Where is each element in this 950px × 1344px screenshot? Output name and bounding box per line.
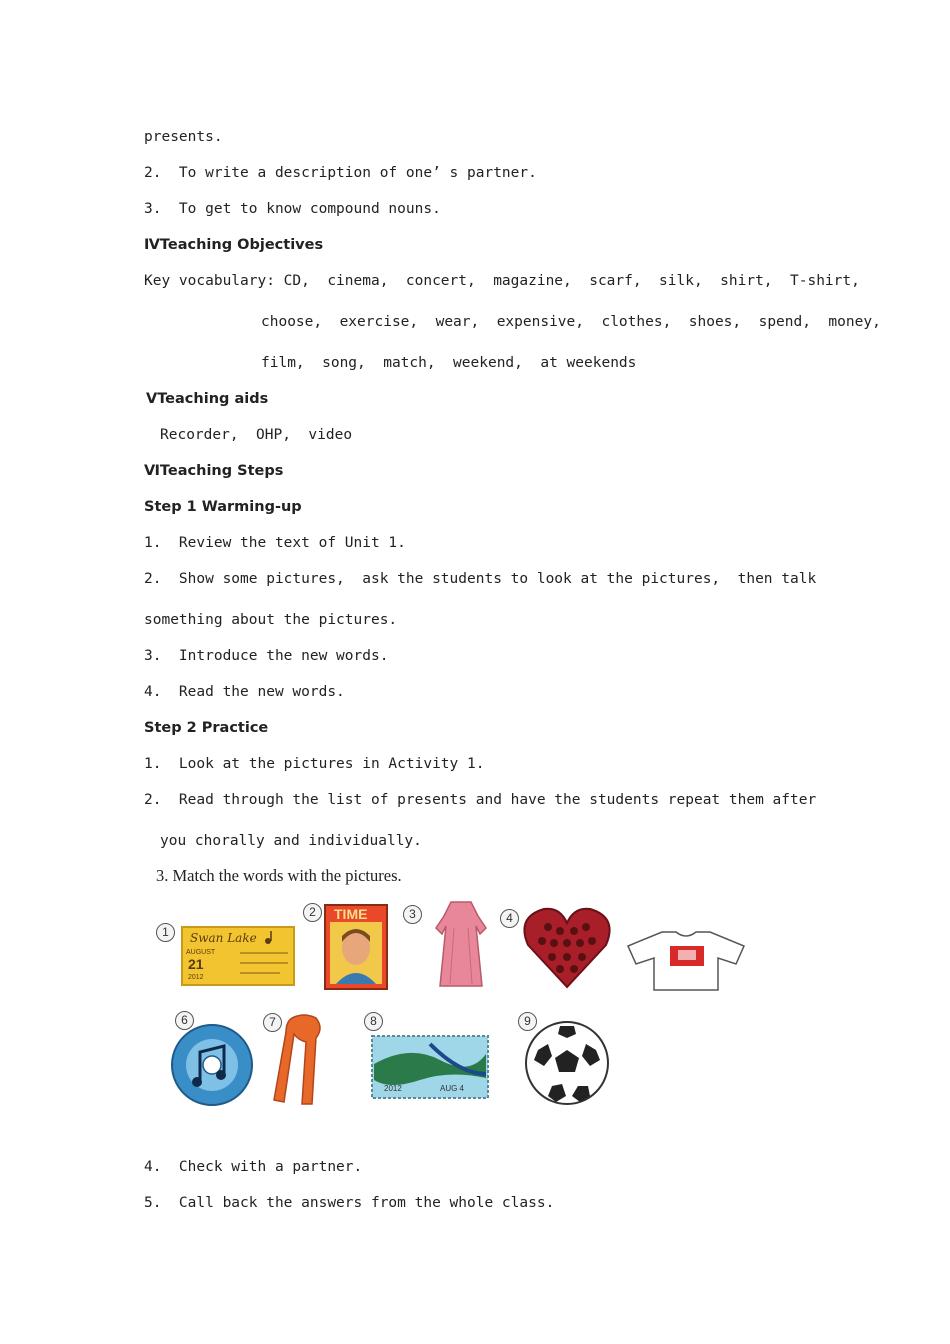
text-line: 1. Look at the pictures in Activity 1. [144, 756, 485, 772]
ticket-year: 2012 [188, 974, 204, 981]
ticket-month: AUGUST [186, 949, 216, 956]
picture-number: 7 [263, 1013, 282, 1032]
section-heading: ⅥTeaching Steps [144, 463, 284, 479]
silk-dress-picture [426, 898, 496, 990]
stamp-picture [370, 1034, 490, 1100]
picture-number: 9 [518, 1012, 537, 1031]
text-line: 2. Show some pictures, ask the students to look at the pictures, then talk [144, 571, 817, 587]
picture-number: 6 [175, 1011, 194, 1030]
picture-number: 3 [403, 905, 422, 924]
text-line: Key vocabulary: CD, cinema, concert, magazine, scarf, silk, shirt, T-shirt, [144, 273, 860, 289]
text-line: something about the pictures. [144, 612, 398, 628]
picture-number: 1 [156, 923, 175, 942]
football-picture [524, 1020, 610, 1106]
step-heading: Step 2 Practice [144, 720, 269, 736]
text-line: presents. [144, 129, 223, 145]
text-line: 4. Check with a partner. [144, 1159, 363, 1175]
chocolate-box-picture [522, 905, 612, 991]
text-line: 3. To get to know compound nouns. [144, 201, 441, 217]
scarf-picture [272, 1012, 336, 1108]
section-heading: ⅣTeaching Objectives [144, 237, 324, 253]
text-line: 5. Call back the answers from the whole class. [144, 1195, 555, 1211]
text-line: 3. Match the words with the pictures. [156, 866, 402, 885]
picture-number: 8 [364, 1012, 383, 1031]
text-line: 4. Read the new words. [144, 684, 345, 700]
concert-ticket-picture [180, 925, 296, 987]
text-line: choose, exercise, wear, expensive, clothes, shoes, spend, money, [261, 314, 881, 330]
cd-picture [170, 1022, 254, 1108]
text-line: 2. Read through the list of presents and have the students repeat them after [144, 792, 817, 808]
section-heading: ⅤTeaching aids [146, 391, 269, 407]
stamp-year: 2012 [384, 1084, 402, 1093]
magazine-title: TIME [334, 906, 368, 922]
text-line: you chorally and individually. [160, 833, 422, 849]
picture-number: 4 [500, 909, 519, 928]
text-line: 2. To write a description of one’ s partner. [144, 165, 537, 181]
text-line: 3. Introduce the new words. [144, 648, 389, 664]
picture-number: 2 [303, 903, 322, 922]
ticket-day: 21 [188, 956, 204, 972]
stamp-date: AUG 4 [440, 1084, 465, 1093]
step-heading: Step 1 Warming-up [144, 499, 302, 515]
ticket-title: Swan Lake [190, 931, 257, 945]
text-line: 1. Review the text of Unit 1. [144, 535, 406, 551]
t-shirt-picture [626, 928, 746, 992]
text-line: film, song, match, weekend, at weekends [261, 355, 637, 371]
text-line: Recorder, OHP, video [160, 427, 353, 443]
magazine-picture [324, 904, 388, 990]
